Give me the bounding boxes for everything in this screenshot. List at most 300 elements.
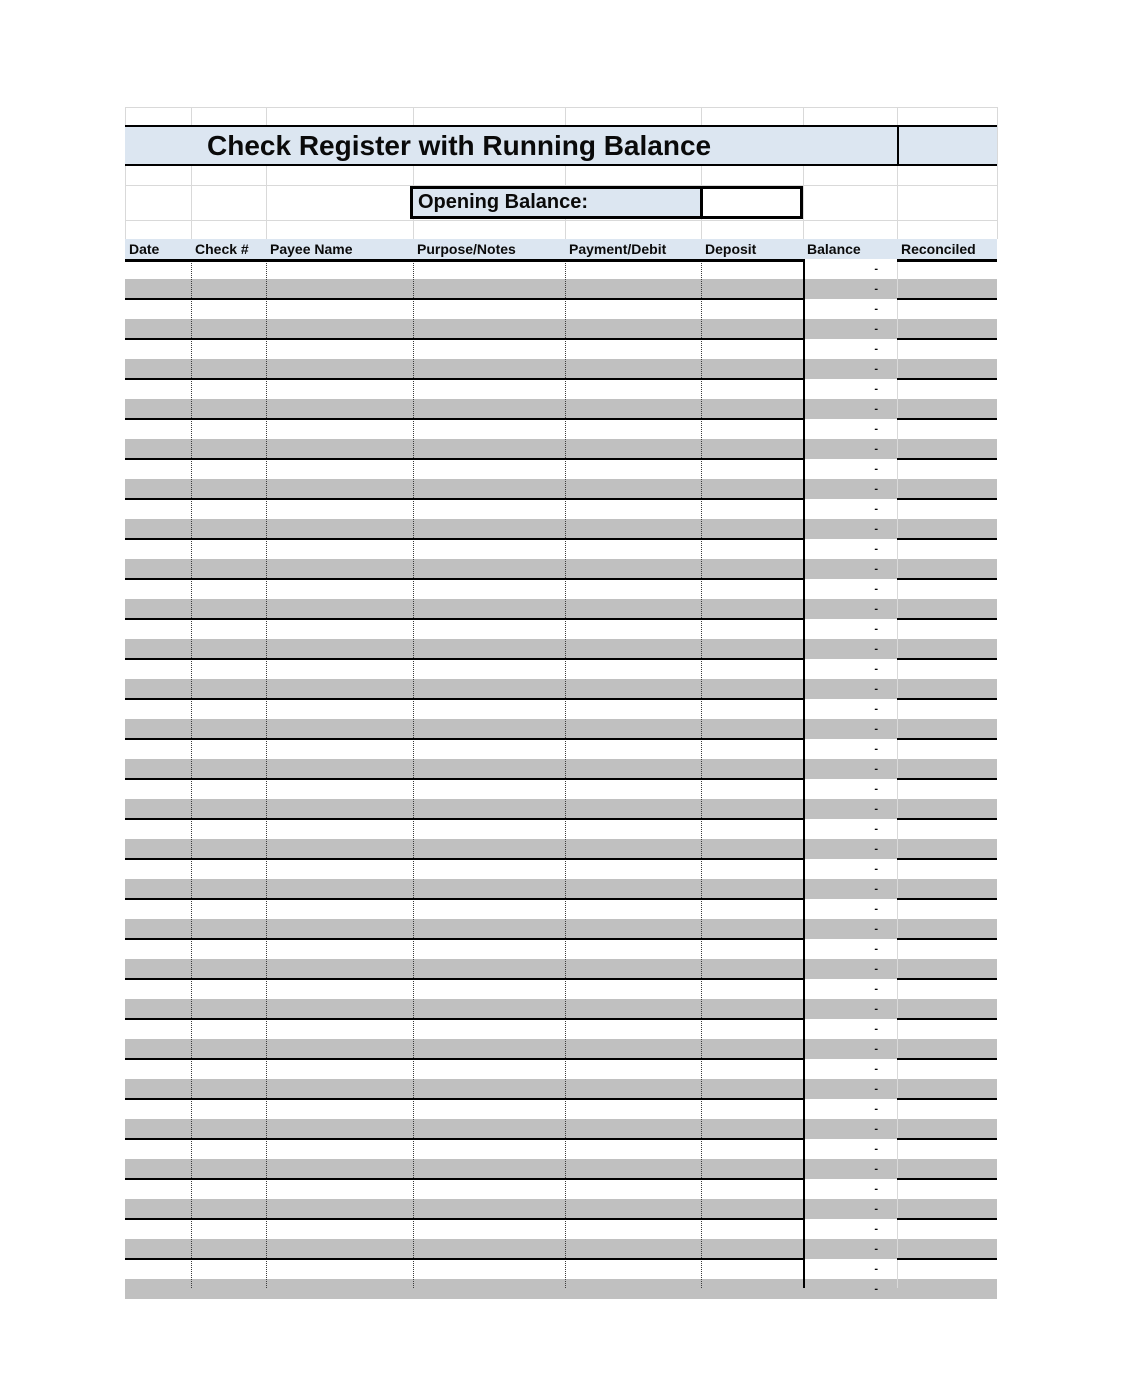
cell-purpose[interactable] [413, 1119, 565, 1139]
cell-reconciled[interactable] [897, 699, 997, 719]
cell-payee[interactable] [266, 1079, 413, 1099]
cell-deposit[interactable] [701, 1099, 803, 1119]
cell-deposit[interactable] [701, 299, 803, 319]
cell-reconciled[interactable] [897, 439, 997, 459]
cell-payee[interactable] [266, 979, 413, 999]
cell-purpose[interactable] [413, 779, 565, 799]
cell-check[interactable] [191, 1159, 266, 1179]
cell-payment[interactable] [565, 679, 701, 699]
cell-payee[interactable] [266, 619, 413, 639]
cell-check[interactable] [191, 1039, 266, 1059]
cell-payment[interactable] [565, 259, 701, 279]
cell-deposit[interactable] [701, 539, 803, 559]
cell-date[interactable] [125, 559, 191, 579]
cell-purpose[interactable] [413, 599, 565, 619]
cell-purpose[interactable] [413, 499, 565, 519]
cell-reconciled[interactable] [897, 879, 997, 899]
cell-payment[interactable] [565, 619, 701, 639]
cell-deposit[interactable] [701, 559, 803, 579]
cell-payee[interactable] [266, 719, 413, 739]
cell-reconciled[interactable] [897, 1059, 997, 1079]
cell-payment[interactable] [565, 639, 701, 659]
cell-check[interactable] [191, 1199, 266, 1219]
cell-purpose[interactable] [413, 399, 565, 419]
cell-reconciled[interactable] [897, 1279, 997, 1299]
cell-purpose[interactable] [413, 739, 565, 759]
cell-check[interactable] [191, 299, 266, 319]
cell-payee[interactable] [266, 1239, 413, 1259]
cell-payment[interactable] [565, 1259, 701, 1279]
cell-date[interactable] [125, 1179, 191, 1199]
cell-payment[interactable] [565, 979, 701, 999]
cell-check[interactable] [191, 759, 266, 779]
cell-purpose[interactable] [413, 959, 565, 979]
cell-deposit[interactable] [701, 619, 803, 639]
cell-deposit[interactable] [701, 979, 803, 999]
cell-payment[interactable] [565, 1099, 701, 1119]
cell-date[interactable] [125, 419, 191, 439]
cell-purpose[interactable] [413, 279, 565, 299]
cell-reconciled[interactable] [897, 1039, 997, 1059]
cell-check[interactable] [191, 359, 266, 379]
cell-check[interactable] [191, 319, 266, 339]
cell-payee[interactable] [266, 1259, 413, 1279]
cell-payment[interactable] [565, 1079, 701, 1099]
cell-payee[interactable] [266, 1219, 413, 1239]
cell-reconciled[interactable] [897, 659, 997, 679]
cell-payment[interactable] [565, 1139, 701, 1159]
cell-reconciled[interactable] [897, 339, 997, 359]
cell-check[interactable] [191, 1279, 266, 1299]
cell-check[interactable] [191, 999, 266, 1019]
cell-purpose[interactable] [413, 439, 565, 459]
cell-payee[interactable] [266, 279, 413, 299]
cell-payee[interactable] [266, 1039, 413, 1059]
cell-check[interactable] [191, 659, 266, 679]
cell-payee[interactable] [266, 679, 413, 699]
cell-deposit[interactable] [701, 819, 803, 839]
cell-payment[interactable] [565, 279, 701, 299]
cell-check[interactable] [191, 779, 266, 799]
cell-date[interactable] [125, 1099, 191, 1119]
cell-payee[interactable] [266, 1139, 413, 1159]
cell-payment[interactable] [565, 499, 701, 519]
cell-deposit[interactable] [701, 899, 803, 919]
cell-payee[interactable] [266, 459, 413, 479]
cell-date[interactable] [125, 879, 191, 899]
cell-deposit[interactable] [701, 699, 803, 719]
cell-payment[interactable] [565, 1159, 701, 1179]
cell-date[interactable] [125, 1279, 191, 1299]
cell-payee[interactable] [266, 499, 413, 519]
cell-date[interactable] [125, 1119, 191, 1139]
cell-purpose[interactable] [413, 659, 565, 679]
cell-payment[interactable] [565, 799, 701, 819]
cell-check[interactable] [191, 899, 266, 919]
cell-deposit[interactable] [701, 939, 803, 959]
cell-purpose[interactable] [413, 1019, 565, 1039]
cell-check[interactable] [191, 819, 266, 839]
cell-date[interactable] [125, 399, 191, 419]
cell-reconciled[interactable] [897, 999, 997, 1019]
cell-reconciled[interactable] [897, 939, 997, 959]
cell-payee[interactable] [266, 1019, 413, 1039]
cell-reconciled[interactable] [897, 919, 997, 939]
cell-payment[interactable] [565, 519, 701, 539]
cell-deposit[interactable] [701, 959, 803, 979]
cell-deposit[interactable] [701, 779, 803, 799]
cell-payee[interactable] [266, 819, 413, 839]
cell-date[interactable] [125, 619, 191, 639]
cell-check[interactable] [191, 919, 266, 939]
cell-check[interactable] [191, 379, 266, 399]
cell-check[interactable] [191, 479, 266, 499]
cell-payee[interactable] [266, 559, 413, 579]
cell-payment[interactable] [565, 339, 701, 359]
cell-payment[interactable] [565, 1179, 701, 1199]
cell-deposit[interactable] [701, 339, 803, 359]
cell-reconciled[interactable] [897, 1119, 997, 1139]
cell-purpose[interactable] [413, 1239, 565, 1259]
cell-deposit[interactable] [701, 479, 803, 499]
cell-check[interactable] [191, 1019, 266, 1039]
cell-reconciled[interactable] [897, 819, 997, 839]
cell-date[interactable] [125, 639, 191, 659]
cell-payment[interactable] [565, 779, 701, 799]
cell-purpose[interactable] [413, 339, 565, 359]
cell-purpose[interactable] [413, 479, 565, 499]
cell-check[interactable] [191, 419, 266, 439]
cell-deposit[interactable] [701, 879, 803, 899]
cell-check[interactable] [191, 1179, 266, 1199]
cell-payee[interactable] [266, 1279, 413, 1299]
cell-deposit[interactable] [701, 759, 803, 779]
cell-reconciled[interactable] [897, 1179, 997, 1199]
cell-deposit[interactable] [701, 679, 803, 699]
cell-reconciled[interactable] [897, 779, 997, 799]
cell-purpose[interactable] [413, 939, 565, 959]
cell-payee[interactable] [266, 779, 413, 799]
cell-date[interactable] [125, 1039, 191, 1059]
cell-check[interactable] [191, 579, 266, 599]
cell-payee[interactable] [266, 339, 413, 359]
cell-payment[interactable] [565, 859, 701, 879]
cell-check[interactable] [191, 679, 266, 699]
cell-payee[interactable] [266, 299, 413, 319]
cell-payment[interactable] [565, 1059, 701, 1079]
cell-payee[interactable] [266, 1059, 413, 1079]
cell-deposit[interactable] [701, 659, 803, 679]
cell-payee[interactable] [266, 959, 413, 979]
cell-deposit[interactable] [701, 1019, 803, 1039]
cell-payee[interactable] [266, 839, 413, 859]
cell-check[interactable] [191, 719, 266, 739]
cell-check[interactable] [191, 959, 266, 979]
cell-date[interactable] [125, 1139, 191, 1159]
cell-reconciled[interactable] [897, 1139, 997, 1159]
cell-payee[interactable] [266, 919, 413, 939]
cell-check[interactable] [191, 879, 266, 899]
cell-payment[interactable] [565, 1279, 701, 1299]
cell-date[interactable] [125, 779, 191, 799]
cell-payment[interactable] [565, 299, 701, 319]
cell-payment[interactable] [565, 1119, 701, 1139]
cell-purpose[interactable] [413, 839, 565, 859]
cell-reconciled[interactable] [897, 1199, 997, 1219]
cell-purpose[interactable] [413, 1219, 565, 1239]
cell-check[interactable] [191, 279, 266, 299]
cell-payment[interactable] [565, 539, 701, 559]
cell-date[interactable] [125, 899, 191, 919]
cell-purpose[interactable] [413, 1039, 565, 1059]
cell-reconciled[interactable] [897, 1019, 997, 1039]
cell-reconciled[interactable] [897, 1219, 997, 1239]
cell-check[interactable] [191, 799, 266, 819]
cell-check[interactable] [191, 1259, 266, 1279]
cell-payee[interactable] [266, 399, 413, 419]
cell-date[interactable] [125, 539, 191, 559]
cell-payee[interactable] [266, 699, 413, 719]
cell-deposit[interactable] [701, 599, 803, 619]
cell-payment[interactable] [565, 379, 701, 399]
cell-payment[interactable] [565, 1199, 701, 1219]
cell-check[interactable] [191, 599, 266, 619]
cell-check[interactable] [191, 979, 266, 999]
cell-payee[interactable] [266, 419, 413, 439]
cell-deposit[interactable] [701, 1279, 803, 1299]
cell-reconciled[interactable] [897, 559, 997, 579]
cell-deposit[interactable] [701, 1259, 803, 1279]
cell-payee[interactable] [266, 739, 413, 759]
cell-payee[interactable] [266, 859, 413, 879]
cell-check[interactable] [191, 519, 266, 539]
cell-deposit[interactable] [701, 999, 803, 1019]
cell-check[interactable] [191, 559, 266, 579]
cell-purpose[interactable] [413, 719, 565, 739]
cell-purpose[interactable] [413, 539, 565, 559]
cell-payee[interactable] [266, 539, 413, 559]
cell-purpose[interactable] [413, 1139, 565, 1159]
cell-payment[interactable] [565, 439, 701, 459]
cell-date[interactable] [125, 459, 191, 479]
cell-payment[interactable] [565, 1219, 701, 1239]
cell-check[interactable] [191, 1079, 266, 1099]
cell-check[interactable] [191, 1099, 266, 1119]
cell-reconciled[interactable] [897, 1159, 997, 1179]
cell-date[interactable] [125, 299, 191, 319]
cell-reconciled[interactable] [897, 479, 997, 499]
cell-date[interactable] [125, 279, 191, 299]
cell-check[interactable] [191, 1119, 266, 1139]
cell-deposit[interactable] [701, 1079, 803, 1099]
cell-purpose[interactable] [413, 879, 565, 899]
cell-payment[interactable] [565, 899, 701, 919]
cell-reconciled[interactable] [897, 639, 997, 659]
cell-purpose[interactable] [413, 1079, 565, 1099]
cell-payment[interactable] [565, 559, 701, 579]
cell-payment[interactable] [565, 1039, 701, 1059]
cell-deposit[interactable] [701, 719, 803, 739]
cell-date[interactable] [125, 979, 191, 999]
cell-date[interactable] [125, 1199, 191, 1219]
cell-purpose[interactable] [413, 1159, 565, 1179]
cell-purpose[interactable] [413, 459, 565, 479]
cell-purpose[interactable] [413, 919, 565, 939]
cell-deposit[interactable] [701, 359, 803, 379]
cell-purpose[interactable] [413, 899, 565, 919]
cell-payment[interactable] [565, 819, 701, 839]
cell-date[interactable] [125, 859, 191, 879]
cell-payee[interactable] [266, 319, 413, 339]
cell-date[interactable] [125, 759, 191, 779]
cell-payee[interactable] [266, 799, 413, 819]
cell-date[interactable] [125, 319, 191, 339]
cell-deposit[interactable] [701, 1119, 803, 1139]
cell-deposit[interactable] [701, 1159, 803, 1179]
cell-purpose[interactable] [413, 1199, 565, 1219]
cell-reconciled[interactable] [897, 299, 997, 319]
cell-payment[interactable] [565, 419, 701, 439]
cell-reconciled[interactable] [897, 259, 997, 279]
cell-date[interactable] [125, 359, 191, 379]
cell-deposit[interactable] [701, 639, 803, 659]
cell-date[interactable] [125, 499, 191, 519]
cell-reconciled[interactable] [897, 859, 997, 879]
cell-reconciled[interactable] [897, 279, 997, 299]
cell-payee[interactable] [266, 599, 413, 619]
cell-purpose[interactable] [413, 859, 565, 879]
cell-date[interactable] [125, 579, 191, 599]
cell-payee[interactable] [266, 939, 413, 959]
cell-payment[interactable] [565, 579, 701, 599]
cell-deposit[interactable] [701, 379, 803, 399]
cell-reconciled[interactable] [897, 539, 997, 559]
cell-payment[interactable] [565, 399, 701, 419]
cell-date[interactable] [125, 939, 191, 959]
cell-payment[interactable] [565, 999, 701, 1019]
cell-purpose[interactable] [413, 379, 565, 399]
cell-check[interactable] [191, 459, 266, 479]
cell-check[interactable] [191, 699, 266, 719]
cell-deposit[interactable] [701, 1139, 803, 1159]
cell-deposit[interactable] [701, 399, 803, 419]
cell-payment[interactable] [565, 1239, 701, 1259]
cell-payee[interactable] [266, 379, 413, 399]
cell-date[interactable] [125, 339, 191, 359]
cell-deposit[interactable] [701, 1219, 803, 1239]
cell-reconciled[interactable] [897, 359, 997, 379]
cell-purpose[interactable] [413, 359, 565, 379]
cell-reconciled[interactable] [897, 959, 997, 979]
cell-check[interactable] [191, 1059, 266, 1079]
cell-purpose[interactable] [413, 999, 565, 1019]
cell-reconciled[interactable] [897, 1079, 997, 1099]
cell-check[interactable] [191, 439, 266, 459]
cell-payment[interactable] [565, 479, 701, 499]
cell-payment[interactable] [565, 699, 701, 719]
cell-deposit[interactable] [701, 459, 803, 479]
cell-reconciled[interactable] [897, 679, 997, 699]
cell-reconciled[interactable] [897, 1099, 997, 1119]
cell-payee[interactable] [266, 519, 413, 539]
cell-check[interactable] [191, 259, 266, 279]
cell-deposit[interactable] [701, 1179, 803, 1199]
cell-reconciled[interactable] [897, 379, 997, 399]
cell-date[interactable] [125, 439, 191, 459]
cell-purpose[interactable] [413, 699, 565, 719]
cell-deposit[interactable] [701, 579, 803, 599]
cell-payment[interactable] [565, 599, 701, 619]
cell-date[interactable] [125, 1019, 191, 1039]
cell-payee[interactable] [266, 359, 413, 379]
cell-reconciled[interactable] [897, 319, 997, 339]
cell-check[interactable] [191, 619, 266, 639]
cell-date[interactable] [125, 679, 191, 699]
cell-purpose[interactable] [413, 299, 565, 319]
cell-deposit[interactable] [701, 919, 803, 939]
cell-payment[interactable] [565, 839, 701, 859]
cell-check[interactable] [191, 399, 266, 419]
cell-deposit[interactable] [701, 419, 803, 439]
cell-payment[interactable] [565, 359, 701, 379]
cell-purpose[interactable] [413, 759, 565, 779]
cell-payee[interactable] [266, 439, 413, 459]
cell-purpose[interactable] [413, 319, 565, 339]
cell-reconciled[interactable] [897, 619, 997, 639]
cell-purpose[interactable] [413, 1059, 565, 1079]
cell-deposit[interactable] [701, 499, 803, 519]
cell-date[interactable] [125, 1059, 191, 1079]
cell-date[interactable] [125, 659, 191, 679]
cell-payee[interactable] [266, 759, 413, 779]
cell-date[interactable] [125, 379, 191, 399]
cell-date[interactable] [125, 799, 191, 819]
cell-payment[interactable] [565, 879, 701, 899]
cell-deposit[interactable] [701, 519, 803, 539]
cell-purpose[interactable] [413, 1179, 565, 1199]
cell-check[interactable] [191, 1219, 266, 1239]
cell-purpose[interactable] [413, 419, 565, 439]
opening-balance-value[interactable] [703, 189, 800, 216]
cell-payee[interactable] [266, 1099, 413, 1119]
cell-payee[interactable] [266, 479, 413, 499]
cell-check[interactable] [191, 639, 266, 659]
cell-date[interactable] [125, 959, 191, 979]
cell-reconciled[interactable] [897, 579, 997, 599]
cell-purpose[interactable] [413, 519, 565, 539]
cell-purpose[interactable] [413, 259, 565, 279]
cell-deposit[interactable] [701, 739, 803, 759]
cell-date[interactable] [125, 599, 191, 619]
cell-check[interactable] [191, 939, 266, 959]
cell-check[interactable] [191, 739, 266, 759]
cell-purpose[interactable] [413, 979, 565, 999]
cell-payee[interactable] [266, 1159, 413, 1179]
cell-reconciled[interactable] [897, 499, 997, 519]
cell-payment[interactable] [565, 919, 701, 939]
cell-reconciled[interactable] [897, 519, 997, 539]
cell-deposit[interactable] [701, 839, 803, 859]
cell-date[interactable] [125, 1239, 191, 1259]
cell-date[interactable] [125, 739, 191, 759]
cell-date[interactable] [125, 1259, 191, 1279]
cell-reconciled[interactable] [897, 739, 997, 759]
cell-check[interactable] [191, 499, 266, 519]
cell-deposit[interactable] [701, 259, 803, 279]
cell-deposit[interactable] [701, 1039, 803, 1059]
cell-payee[interactable] [266, 999, 413, 1019]
cell-payment[interactable] [565, 739, 701, 759]
